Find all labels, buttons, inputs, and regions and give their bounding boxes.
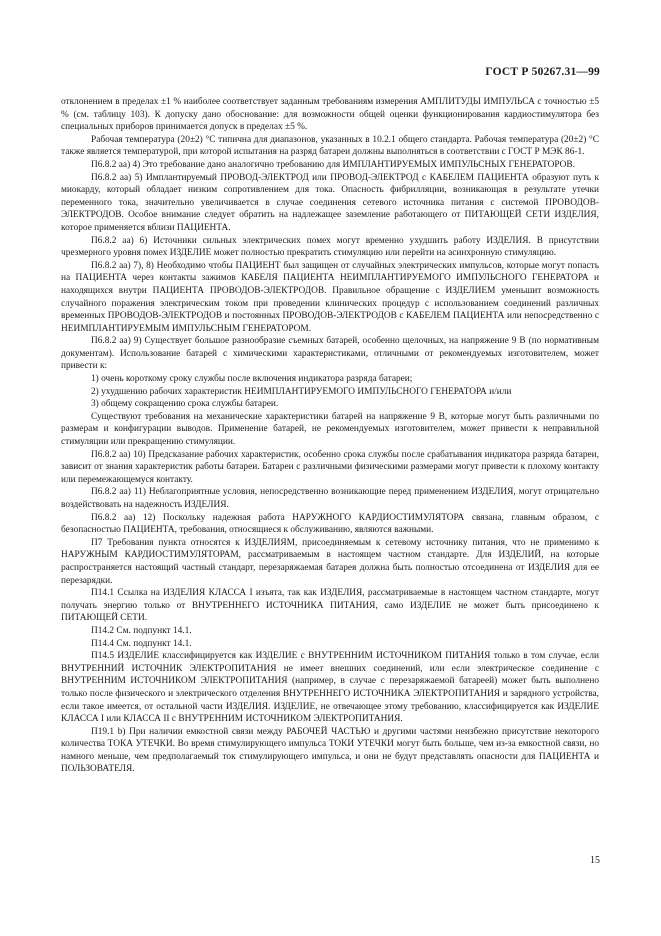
body-paragraph: П14.1 Ссылка на ИЗДЕЛИЯ КЛАССА I изъята, так как ИЗДЕЛИЯ, рассматриваемые в настоящем частном стандарте, могут получать энергию только от ВНУТРЕННЕГО ИСТОЧНИКА ПИТАНИЯ, само ИЗДЕЛИЕ не может быть присоединено к ПИТАЮЩЕЙ СЕТИ. xyxy=(61,588,599,624)
body-paragraph: П7 Требования пункта относятся к ИЗДЕЛИЯМ, присоединяемым к сетевому источнику питания, что не применимо к НАРУЖНЫМ КАРДИОСТИМУЛЯТОРАМ, рассматриваемым в настоящем частном стандарте. Для ИЗДЕЛИЙ, на которые распространяется настоящий частный стандарт, перезаряжаемая батарея должна быть полностью отсоединена от ИЗДЕЛИЯ для ее перезарядки. xyxy=(61,537,599,586)
body-paragraph: П19.1 b) При наличии емкостной связи между РАБОЧЕЙ ЧАСТЬЮ и другими частями неизбежно присутствие некоторого количества ТОКА УТЕЧКИ. Во время стимулирующего импульса ТОКИ УТЕЧКИ могут быть больше, чем из-за емкостной связи, но намного меньше, чем предполагаемый ток стимулирующего импульса, и они не будут представлять опасности для ПАЦИЕНТА и ПОЛЬЗОВАТЕЛЯ. xyxy=(61,726,599,775)
body-paragraph: П6.8.2 аа) 12) Поскольку надежная работа НАРУЖНОГО КАРДИОСТИМУЛЯТОРА связана, главным образом, с безопасностью ПАЦИЕНТА, требования, относящиеся к обслуживанию, являются важными. xyxy=(61,512,599,536)
body-paragraph: П6.8.2 аа) 6) Источники сильных электрических помех могут временно ухудшить работу ИЗДЕЛИЯ. В присутствии чрезмерного уровня помех ИЗДЕЛИЕ может полностью прекратить стимуляцию или перейти на асинхронную стимуляцию. xyxy=(61,235,599,259)
body-paragraph: П6.8.2 аа) 4) Это требование дано аналогично требованию для ИМПЛАНТИРУЕМЫХ ИМПУЛЬСНЫХ ГЕНЕРАТОРОВ. xyxy=(91,159,575,170)
body-paragraph: П6.8.2 аа) 5) Имплантируемый ПРОВОД-ЭЛЕКТРОД или ПРОВОД-ЭЛЕКТРОД с КАБЕЛЕМ ПАЦИЕНТА образуют путь к миокарду, который обладает низким сопротивлением для тока. Опасность фибрилляции, возникающая в результате утечки переменного тока, значительно увеличивается в случае соединения сетевого источника питания с системой ПРОВОДОВ-ЭЛЕКТРОДОВ. Особое внимание следует обратить на надлежащее заземление работающего от ПИТАЮЩЕЙ СЕТИ ИЗДЕЛИЯ, которое применяется вблизи ПАЦИЕНТА. xyxy=(61,172,599,233)
body-paragraph: П14.4 См. подпункт 14.1. xyxy=(91,638,192,649)
body-paragraph: Рабочая температура (20±2) °С типична для диапазонов, указанных в 10.2.1 общего стандарта. Рабочая температура (20±2) °С также является температурой, при которой испытания на разряд батареи должны выполняться в соответствии с ГОСТ Р МЭК 86-1. xyxy=(61,134,599,158)
body-paragraph: Существуют требования на механические характеристики батарей на напряжение 9 В, которые могут быть различными по размерам и конфигурации выводов. Применение батарей, не рекомендуемых изготовителем, может привести к неправильной стимуляции или прекращению стимуляции. xyxy=(61,411,599,448)
body-paragraph: 2) ухудшению рабочих характеристик НЕИМПЛАНТИРУЕМОГО ИМПУЛЬСНОГО ГЕНЕРАТОРА и/или xyxy=(91,386,512,397)
standard-code-header: ГОСТ Р 50267.31—99 xyxy=(485,66,600,78)
body-paragraph: П6.8.2 аа) 11) Неблагоприятные условия, непосредственно возникающие перед применением ИЗДЕЛИЯ, могут отрицательно воздействовать на надежность ИЗДЕЛИЯ. xyxy=(61,487,599,510)
body-paragraph: П14.2 См. подпункт 14.1. xyxy=(91,625,192,636)
page-number: 15 xyxy=(590,855,600,866)
body-paragraph: 1) очень короткому сроку службы после включения индикатора разряда батареи; xyxy=(91,374,413,385)
body-paragraph: П14.5 ИЗДЕЛИЕ классифицируется как ИЗДЕЛИЕ с ВНУТРЕННИМ ИСТОЧНИКОМ ПИТАНИЯ только в том случае, если ВНУТРЕННИЙ ИСТОЧНИК ЭЛЕКТРОПИТАНИЯ не имеет внешних соединений, или если электрическое соединение с ВНУТРЕННИМ ИСТОЧНИКОМ ЭЛЕКТРОПИТАНИЯ (например, в случае с перезаряжаемой батареей) может быть выполнено только после физического и электрического отделения ВНУТРЕННЕГО ИСТОЧНИКА ЭЛЕКТРОПИТАНИЯ и зарядного устройства, если такое имеется, от остальной части ИЗДЕЛИЯ. ИЗДЕЛИЕ, не отвечающее этому требованию, классифицируется как ИЗДЕЛИЕ КЛАССА I или КЛАССА II с ВНУТРЕННИМ ИСТОЧНИКОМ ЭЛЕКТРОПИТАНИЯ. xyxy=(61,651,599,725)
body-paragraph: П6.8.2 аа) 7), 8) Необходимо чтобы ПАЦИЕНТ был защищен от случайных электрических импульсов, которые могут попасть на ПАЦИЕНТА через контакты зажимов КАБЕЛЯ ПАЦИЕНТА НЕИМПЛАНТИРУЕМОГО ИМПУЛЬСНОГО ГЕНЕРАТОРА и находящихся внутри ПАЦИЕНТА ПРОВОДОВ-ЭЛЕКТРОДОВ. Правильное обращение с ИЗДЕЛИЕМ уменьшит возможность случайного поражения электрическим током при проведении клинических процедур с использованием соединений различных временных ПРОВОДОВ-ЭЛЕКТРОДОВ и постоянных ПРОВОДОВ-ЭЛЕКТРОДОВ с КАБЕЛЕМ ПАЦИЕНТА или непосредственно с НЕИМПЛАНТИРУЕМЫМ ИМПУЛЬСНЫМ ГЕНЕРАТОРОМ. xyxy=(61,260,599,334)
document-body xyxy=(61,96,599,776)
body-paragraph: П6.8.2 аа) 9) Существует большое разнообразие съемных батарей, особенно щелочных, на напряжение 9 В (по нормативным документам). Использование батарей с химическими характеристиками, отличными от рекомендуемых изготовителем, может привести к: xyxy=(61,336,599,372)
body-paragraph: 3) общему сокращению срока службы батареи. xyxy=(91,399,279,410)
body-paragraph: П6.8.2 аа) 10) Предсказание рабочих характеристик, особенно срока службы после срабатывания индикатора разряда батареи, зависит от знания характеристик работы батареи. Батареи с различными физическими размерами могут привести к плохому контакту или перемежающемуся контакту. xyxy=(61,449,599,485)
body-paragraph: отклонением в пределах ±1 % наиболее соответствует заданным требованиям измерения АМПЛИТУДЫ ИМПУЛЬСА с точностью ±5 % (см. таблицу 103). К допуску дано обоснование: для возможности общей оценки функционирования кардиостимулятора без специальных приборов принимается допуск в пределах ±5 %. xyxy=(61,97,599,133)
